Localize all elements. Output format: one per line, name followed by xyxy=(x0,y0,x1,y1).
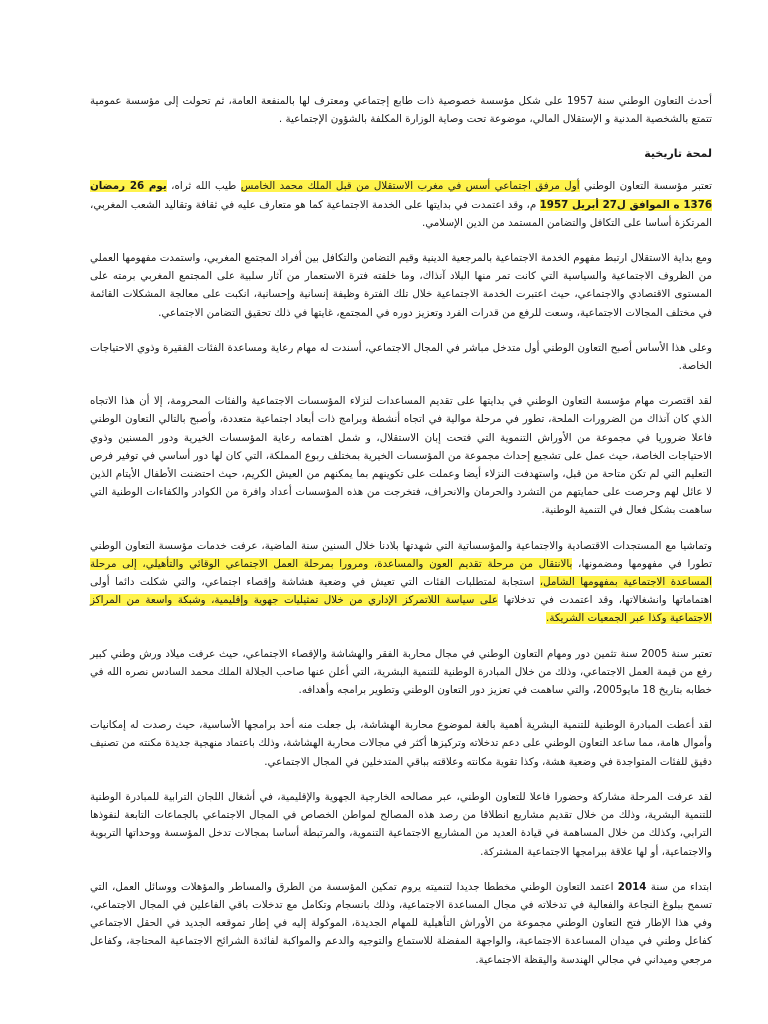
section-heading: لمحة تاريخية xyxy=(644,147,712,161)
p1-text-b: طيب الله ثراه، xyxy=(171,180,237,193)
p5-highlight-transition: بالانتقال من مرحلة تقديم العون والمساعدة، ومرورا بمرحلة العمل الاجتماعي الوقائي والتأهيلي، إلى مرحلة المساعدة الاجتماعية بمفهومها الشامل، xyxy=(90,557,712,589)
paragraph-2: ومع بداية الاستقلال ارتبط مفهوم الخدمة الاجتماعية بالمرجعية الدينية وقيم التضامن والتكافل بين أفراد المجتمع المغربي، واستمدت مفهومها العملي من الظروف الاجتماعية والسياسية التي كانت تمر منها البلاد آنذاك، وما خلفته فترة الاستعمار من آثار سلبية على المجتمع المغربي برمته على المستوى الاقتصادي والاجتماعي، حيث اعتبرت الخدمة الاجتماعية خلال تلك الفترة وظيفة إنسانية وإحسانية، انكبت على معالجة المشكلات القائمة في مختلف المجالات الاجتماعية، وسعت للرفع من قدرات الفرد وتعزيز دوره في المجتمع، غايتها في ذلك تحقيق التضامن الاجتماعي. xyxy=(90,252,712,319)
p9-year: 2014 xyxy=(617,880,647,893)
p9-text-b: اعتمد التعاون الوطني مخططا جديدا لتنميته يروم تمكين المؤسسة من الطرق والمساطر والمؤهلات ووسائل العمل، التي تسمح ببلوغ النجاعة والفعالية في تدخلاته في مجال المساعدة الاجتماعية، وذلك بانسجام وتكامل مع تدخلات باقي الفاعلين في المجال الاجتماعي، وفي هذا الإطار فتح التعاون الوطني مجموعة من الأوراش التأهيلية للمهام الجديدة، الموكولة إليه في إطار تموقعه الجديد في الحقل الاجتماعي كفاعل وطني في ميدان المساعدة الاجتماعية، والواجهة المفضلة للاستماع والتوجيه والدعم والمواكبة لفائدة الشرائح الاجتماعية المحتاجة، وكفاعل مرجعي وميداني في مجالي الهندسة واليقظة الاجتماعية. xyxy=(90,880,712,966)
p1-text-c: م، وقد اعتمدت في بدايتها على الخدمة الاجتماعية كما هو متعارف عليه في ثقافة وتقاليد الشعب المغربي، المرتكزة أساسا على التكافل والتضامن المستمد من الدين الإسلامي. xyxy=(90,198,712,229)
paragraph-8: لقد عرفت المرحلة مشاركة وحضورا فاعلا للتعاون الوطني، عبر مصالحه الخارجية الجهوية والإقليمية، في أشغال اللجان الترابية للمبادرة الوطنية للتنمية البشرية، وذلك من خلال تقديم مشاريع انطلاقا من رصد هذه المصالح لمواطن الخصاص في المجال الاجتماعي بالجماعات التابعة لنفوذها الترابي، وكذلك من خلال المساهمة في قيادة العديد من المشاريع الاجتماعية التنموية، والمرتبطة أساسا بمجالات تدخل المؤسسة ووحداتها التربوية والاجتماعية، أو لها علاقة ببرامجها الاجتماعية المشتركة. xyxy=(90,790,712,858)
p5-highlight-decentralization: على سياسة اللاتمركز الإداري من خلال تمثيليات جهوية وإقليمية، وشبكة واسعة من المراكز الاجتماعية وكذا عبر الجمعيات الشريكة. xyxy=(90,594,712,625)
paragraph-1 xyxy=(90,177,712,232)
p5-text-a: وتماشيا مع المستجدات الاقتصادية والاجتماعية والمؤسساتية التي شهدتها بلادنا خلال السنين سنة الماضية، عرفت خدمات مؤسسة التعاون الوطني تطورا في مفهومها ومضمونها، xyxy=(90,539,712,570)
p1-highlight-date: يوم 26 رمضان 1376 ه الموافق ل27 أبريل 1957 xyxy=(90,180,713,211)
paragraph-4: لقد اقتصرت مهام مؤسسة التعاون الوطني في بدايتها على تقديم المساعدات لنزلاء المؤسسات الاجتماعية والفئات المحرومة، إلا أن هذا الاتجاه الذي كان آنذاك من الضرورات الملحة، تطور في مرحلة موالية في اتجاه أنشطة وبرامج ذات أبعاد اجتماعية متعددة، وأصبح بالتالي التعاون الوطني فاعلا ضروريا في مجموعة من الأوراش التنموية التي فتحت إبان الاستقلال، و شمل اهتمامه رعاية المؤسسات الخيرية ودور المسنين وذوي الاحتياجات الخاصة، حيث عمل على تشجيع إحداث مجموعة من المؤسسات الخيرية بمختلف ربوع المملكة، التي كان لها دور أساسي في توفير فرص التعليم التي لم تكن متاحة من قبل، واستهدفت النزلاء أيضا وعملت على تكوينهم بما يمكنهم من العيش الكريم، حيث احتضنت الأطفال الأيتام الذين لا عائل لهم وحرصت على حمايتهم من التشرد والحرمان والانحراف، فتخرجت من هذه المؤسسات أعداد وافرة من الكوادر والكفاءات الوطنية التي ساهمت بشكل فعال في التنمية الوطنية. xyxy=(90,395,712,517)
intro-paragraph: أحدث التعاون الوطني سنة 1957 على شكل مؤسسة خصوصية ذات طابع إجتماعي ومعترف لها بالمنفعة العامة، ثم تحولت إلى مؤسسة عمومية تتمتع بالشخصية المدنية و الإستقلال المالي، موضوعة تحت وصاية الوزارة المكلفة بالشؤون الإجتماعية . xyxy=(90,95,712,126)
paragraph-3: وعلى هذا الأساس أصبح التعاون الوطني أول متدخل مباشر في المجال الاجتماعي، أسندت له مهام رعاية ومساعدة الفئات الفقيرة وذوي الاحتياجات الخاصة. xyxy=(90,341,712,373)
p1-highlight-founding: أول مرفق اجتماعي أسس في مغرب الاستقلال من قبل الملك محمد الخامس xyxy=(240,180,580,193)
paragraph-5 xyxy=(90,537,712,628)
paragraph-7: لقد أعطت المبادرة الوطنية للتنمية البشرية أهمية بالغة لموضوع محاربة الهشاشة، بل جعلت منه أحد برامجها الأساسية، حيث رصدت له إمكانيات وأموال هامة، مما ساعد التعاون الوطني على دعم تدخلاته وتركيزها أكثر في مجالات محاربة الهشاشة، وذلك باعتماد منهجية جديدة مكنته من تصنيف دقيق للفئات المتواجدة في وضعية هشة، وكذا تقوية مكانته وعلاقته بباقي المتدخلين في المجال الاجتماعي. xyxy=(90,719,712,768)
paragraph-6: تعتبر سنة 2005 سنة تثمين دور ومهام التعاون الوطني في مجال محاربة الفقر والهشاشة والإقصاء الاجتماعي، حيث عرفت ميلاد ورش وطني كبير رفع من قيمة العمل الاجتماعي، وذلك من خلال المبادرة الوطنية للتنمية البشرية، التي أعلن عنها صاحب الجلالة الملك محمد السادس نصره الله في خطابه بتاريخ 18 مايو2005، والتي ساهمت في تعزيز دور التعاون الوطني وتطوير برامجه وأهدافه. xyxy=(90,647,712,697)
paragraph-9 xyxy=(90,878,712,969)
p5-text-b: استجابة لمتطلبات الفئات التي تعيش في وضعية هشاشة وإقصاء اجتماعي، والتي شكلت دائما أولى اهتماماتها وانشغالاتها، وقد اعتمدت في تدخلاتها xyxy=(90,576,712,607)
p9-text-a: ابتداء من سنة xyxy=(650,880,712,893)
p1-text-a: تعتبر مؤسسة التعاون الوطني xyxy=(584,180,712,193)
